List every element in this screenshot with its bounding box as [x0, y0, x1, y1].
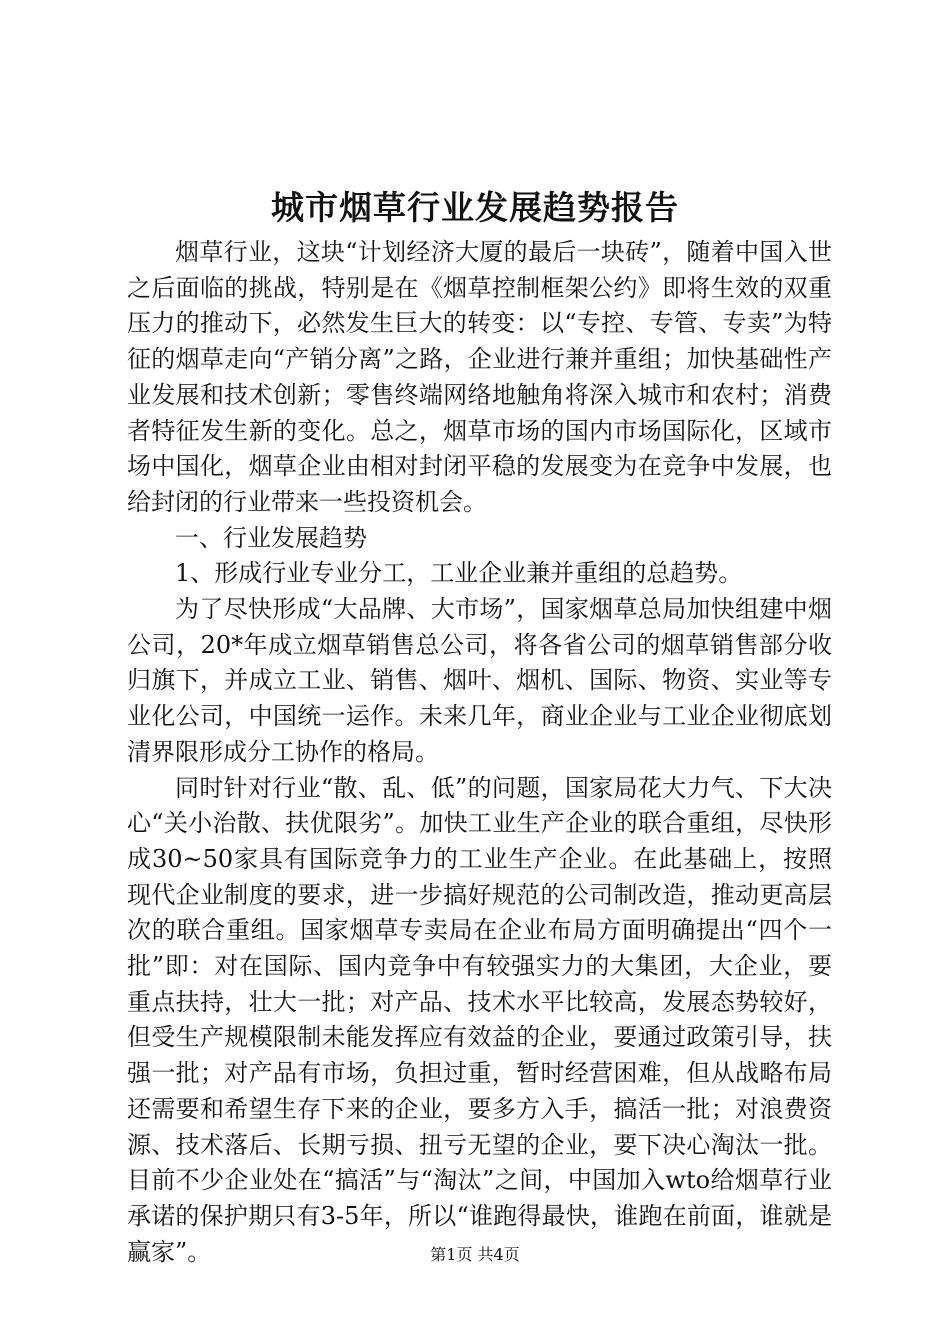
paragraph-intro: 烟草行业，这块“计划经济大厦的最后一块砖”，随着中国入世之后面临的挑战，特别是在《烟草控制框架公约》即将生效的双重压力的推动下，必然发生巨大的转变：以“专控、专管、专卖”为特征的烟草走向“产销分离”之路，企业进行兼并重组；加快基础性产业发展和技术创新；零售终端网络地触角将深入城市和农村；消费者特征发生新的变化。总之，烟草市场的国内市场国际化，区域市场中国化，烟草企业由相对封闭平稳的发展变为在竞争中发展，也给封闭的行业带来一些投资机会。 [127, 238, 832, 516]
paragraph-brand-market: 为了尽快形成“大品牌、大市场”，国家烟草总局加快组建中烟公司，20*年成立烟草销售总公司，将各省公司的烟草销售部分收归旗下，并成立工业、销售、烟叶、烟机、国际、物资、实业等专业化公司，中国统一运作。未来几年，商业企业与工业企业彻底划清界限形成分工协作的格局。 [127, 595, 832, 766]
paragraph-restructuring: 同时针对行业“散、乱、低”的问题，国家局花大力气、下大决心“关小治散、扶优限劣”。加快工业生产企业的联合重组，尽快形成30~50家具有国际竞争力的工业生产企业。在此基础上，按照现代企业制度的要求，进一步搞好规范的公司制改造，推动更高层次的联合重组。国家烟草专卖局在企业布局方面明确提出“四个一批”即：对在国际、国内竞争中有较强实力的大集团，大企业，要重点扶持，壮大一批；对产品、技术水平比较高，发展态势较好，但受生产规模限制未能发挥应有效益的企业，要通过政策引导，扶强一批；对产品有市场，负担过重，暂时经营困难，但从战略布局还需要和希望生存下来的企业，要多方入手，搞活一批；对浪费资源、技术落后、长期亏损、扭亏无望的企业，要下决心淘汰一批。目前不少企业处在“搞活”与“淘汰”之间，中国加入wto给烟草行业承诺的保护期只有3-5年，所以“谁跑得最快，谁跑在前面，谁就是赢家”。 [127, 773, 832, 1266]
document-title: 城市烟草行业发展趋势报告 [271, 188, 679, 227]
document-body [127, 235, 832, 1270]
section-heading: 一、行业发展趋势 [175, 523, 367, 552]
subsection-heading: 1、形成行业专业分工，工业企业兼并重组的总趋势。 [175, 559, 743, 588]
page-footer: 第1页 共4页 [430, 1245, 520, 1264]
